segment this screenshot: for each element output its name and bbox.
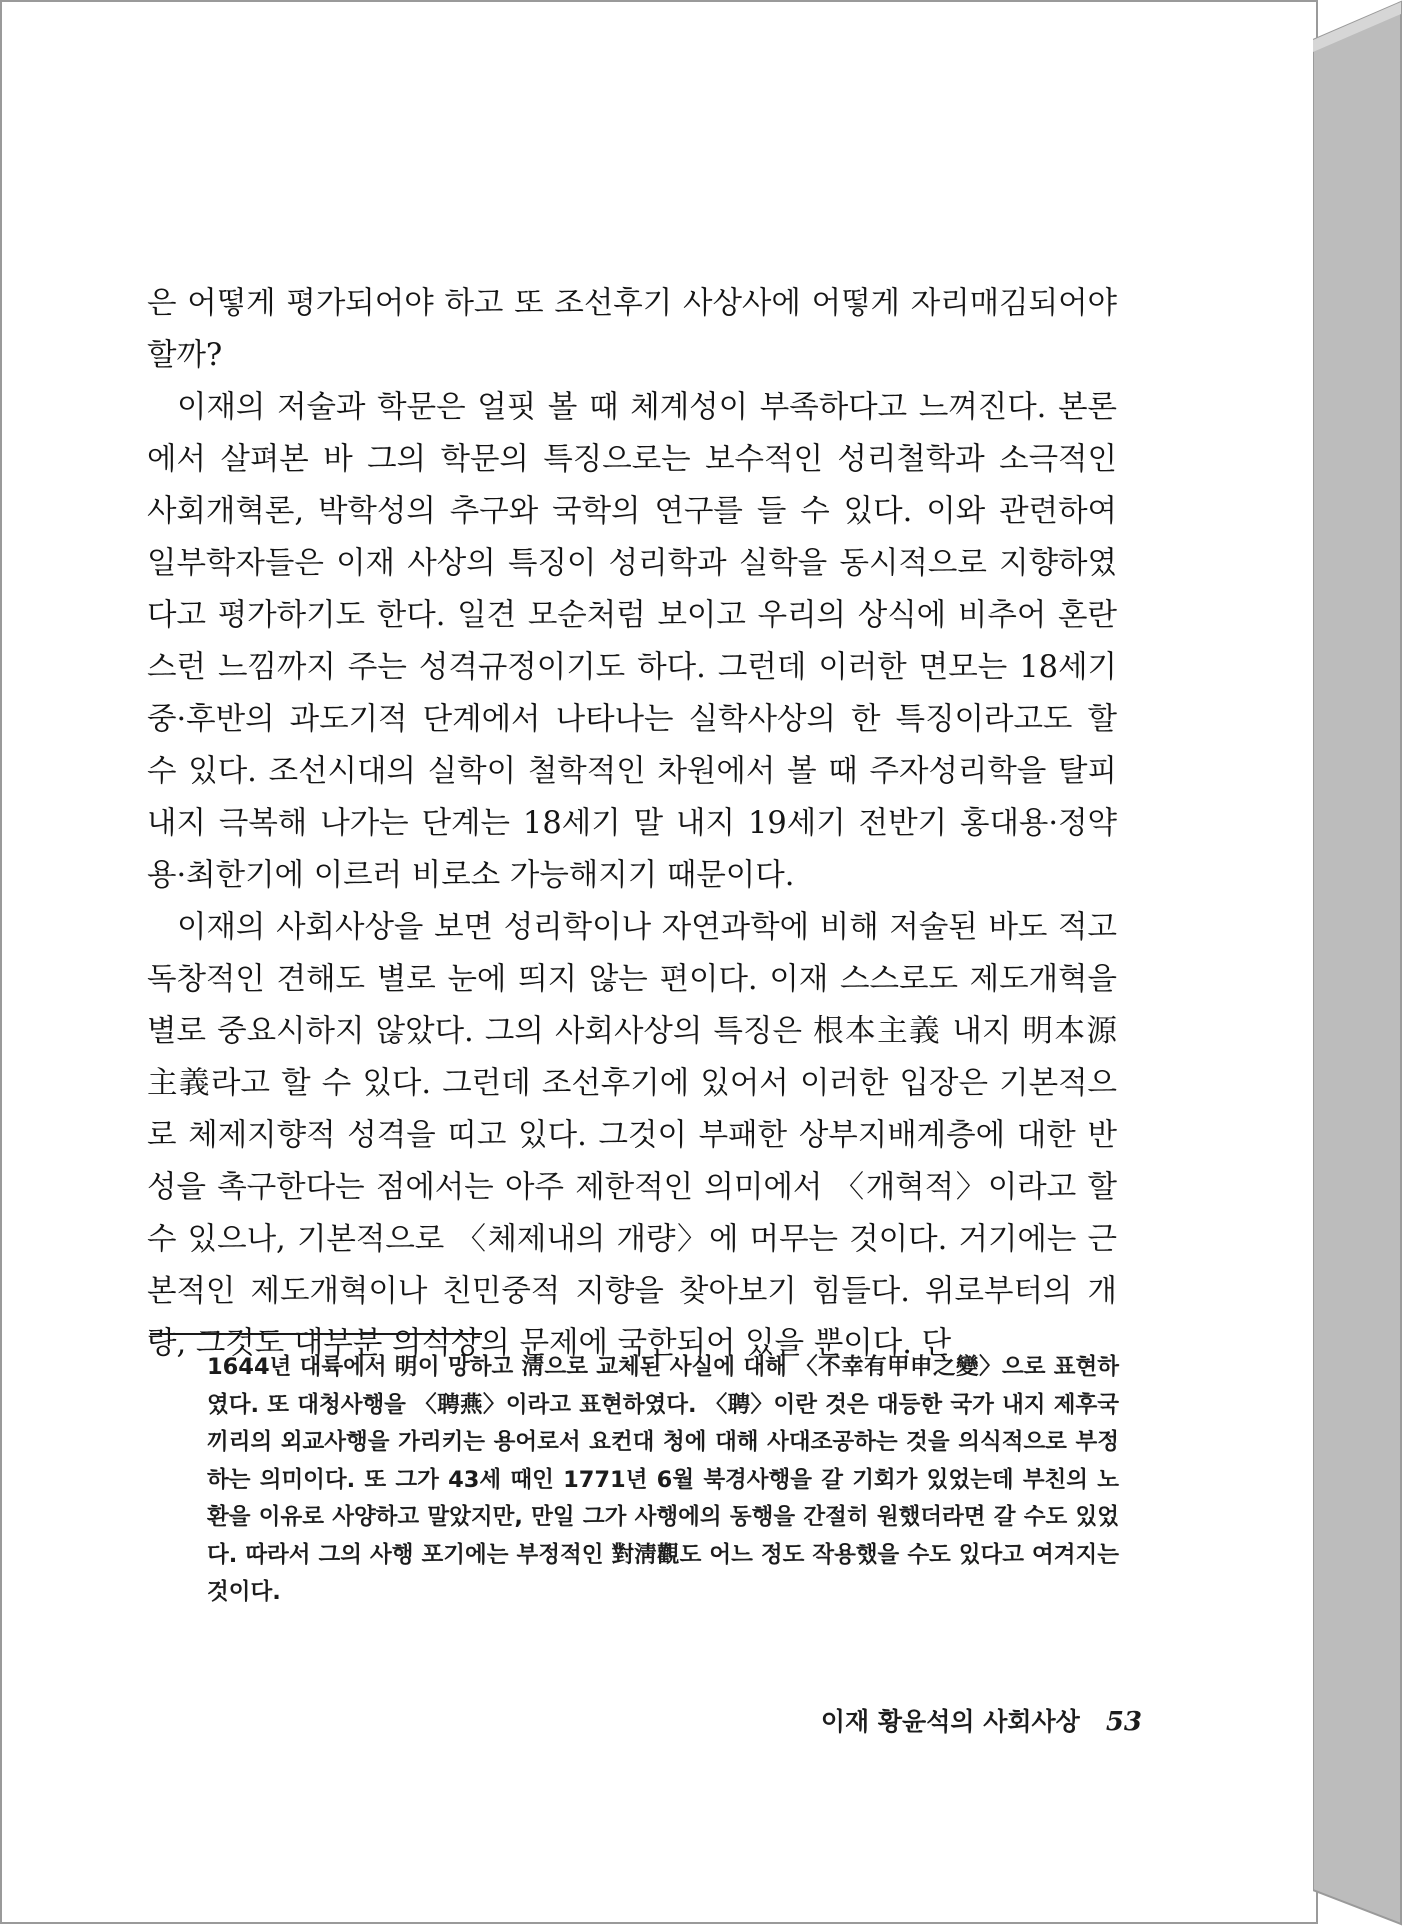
book-thickness-edge xyxy=(1313,0,1403,1926)
running-title: 이재 황윤석의 사회사상 xyxy=(820,1707,1080,1736)
footnote: 1644년 대륙에서 明이 망하고 淸으로 교체된 사실에 대해 〈不幸有甲申之變〉으로 표현하였다. 또 대청사행을 〈聘燕〉이라고 표현하였다. 〈聘〉이란 것은 대등한 국가 내지 제후국끼리의 외교사행을 가리키는 용어로서 요컨대 청에 대해 사대조공하는 것을 의식적으로 부정하는 의미이다. 또 그가 43세 때인 1771년 6월 북경사행을 갈 기회가 있었는데 부친의 노환을 이유로 사양하고 말았지만, 만일 그가 사행에의 동행을 간절히 원했더라면 갈 수도 있었다. 따라서 그의 사행 포기에는 부정적인 對淸觀도 어느 정도 작용했을 수도 있다고 여겨지는 것이다. xyxy=(207,1354,1119,1605)
paragraph-continuation: 은 어떻게 평가되어야 하고 또 조선후기 사상사에 어떻게 자리매김되어야 할까? xyxy=(147,286,1117,373)
running-footer xyxy=(702,1702,1142,1738)
page-number: 53 xyxy=(1105,1707,1142,1737)
footnote-divider xyxy=(150,1333,482,1335)
paragraph-scholarship: 이재의 저술과 학문은 얼핏 볼 때 체계성이 부족하다고 느껴진다. 본론에서 살펴본 바 그의 학문의 특징으로는 보수적인 성리철학과 소극적인 사회개혁론, 박학성의 추구와 국학의 연구를 들 수 있다. 이와 관련하여 일부학자들은 이재 사상의 특징이 성리학과 실학을 동시적으로 지향하였다고 평가하기도 한다. 일견 모순처럼 보이고 우리의 상식에 비추어 혼란스런 느낌까지 주는 성격규정이기도 하다. 그런데 이러한 면모는 18세기 중·후반의 과도기적 단계에서 나타나는 실학사상의 한 특징이라고도 할 수 있다. 조선시대의 실학이 철학적인 차원에서 볼 때 주자성리학을 탈피 내지 극복해 나가는 단계는 18세기 말 내지 19세기 전반기 홍대용·정약용·최한기에 이르러 비로소 가능해지기 때문이다. xyxy=(147,390,1117,893)
paragraph-social-thought: 이재의 사회사상을 보면 성리학이나 자연과학에 비해 저술된 바도 적고 독창적인 견해도 별로 눈에 띄지 않는 편이다. 이재 스스로도 제도개혁을 별로 중요시하지 않았다. 그의 사회사상의 특징은 根本主義 내지 明本源主義라고 할 수 있다. 그런데 조선후기에 있어서 이러한 입장은 기본적으로 체제지향적 성격을 띠고 있다. 그것이 부패한 상부지배계층에 대한 반성을 촉구한다는 점에서는 아주 제한적인 의미에서 〈개혁적〉이라고 할 수 있으나, 기본적으로 〈체제내의 개량〉에 머무는 것이다. 거기에는 근본적인 제도개혁이나 친민중적 지향을 찾아보기 힘들다. 위로부터의 개량, 그것도 대부분 의식상의 문제에 국한되어 있을 뿐이다. 단 xyxy=(147,910,1117,1361)
body-text xyxy=(147,278,1117,1370)
